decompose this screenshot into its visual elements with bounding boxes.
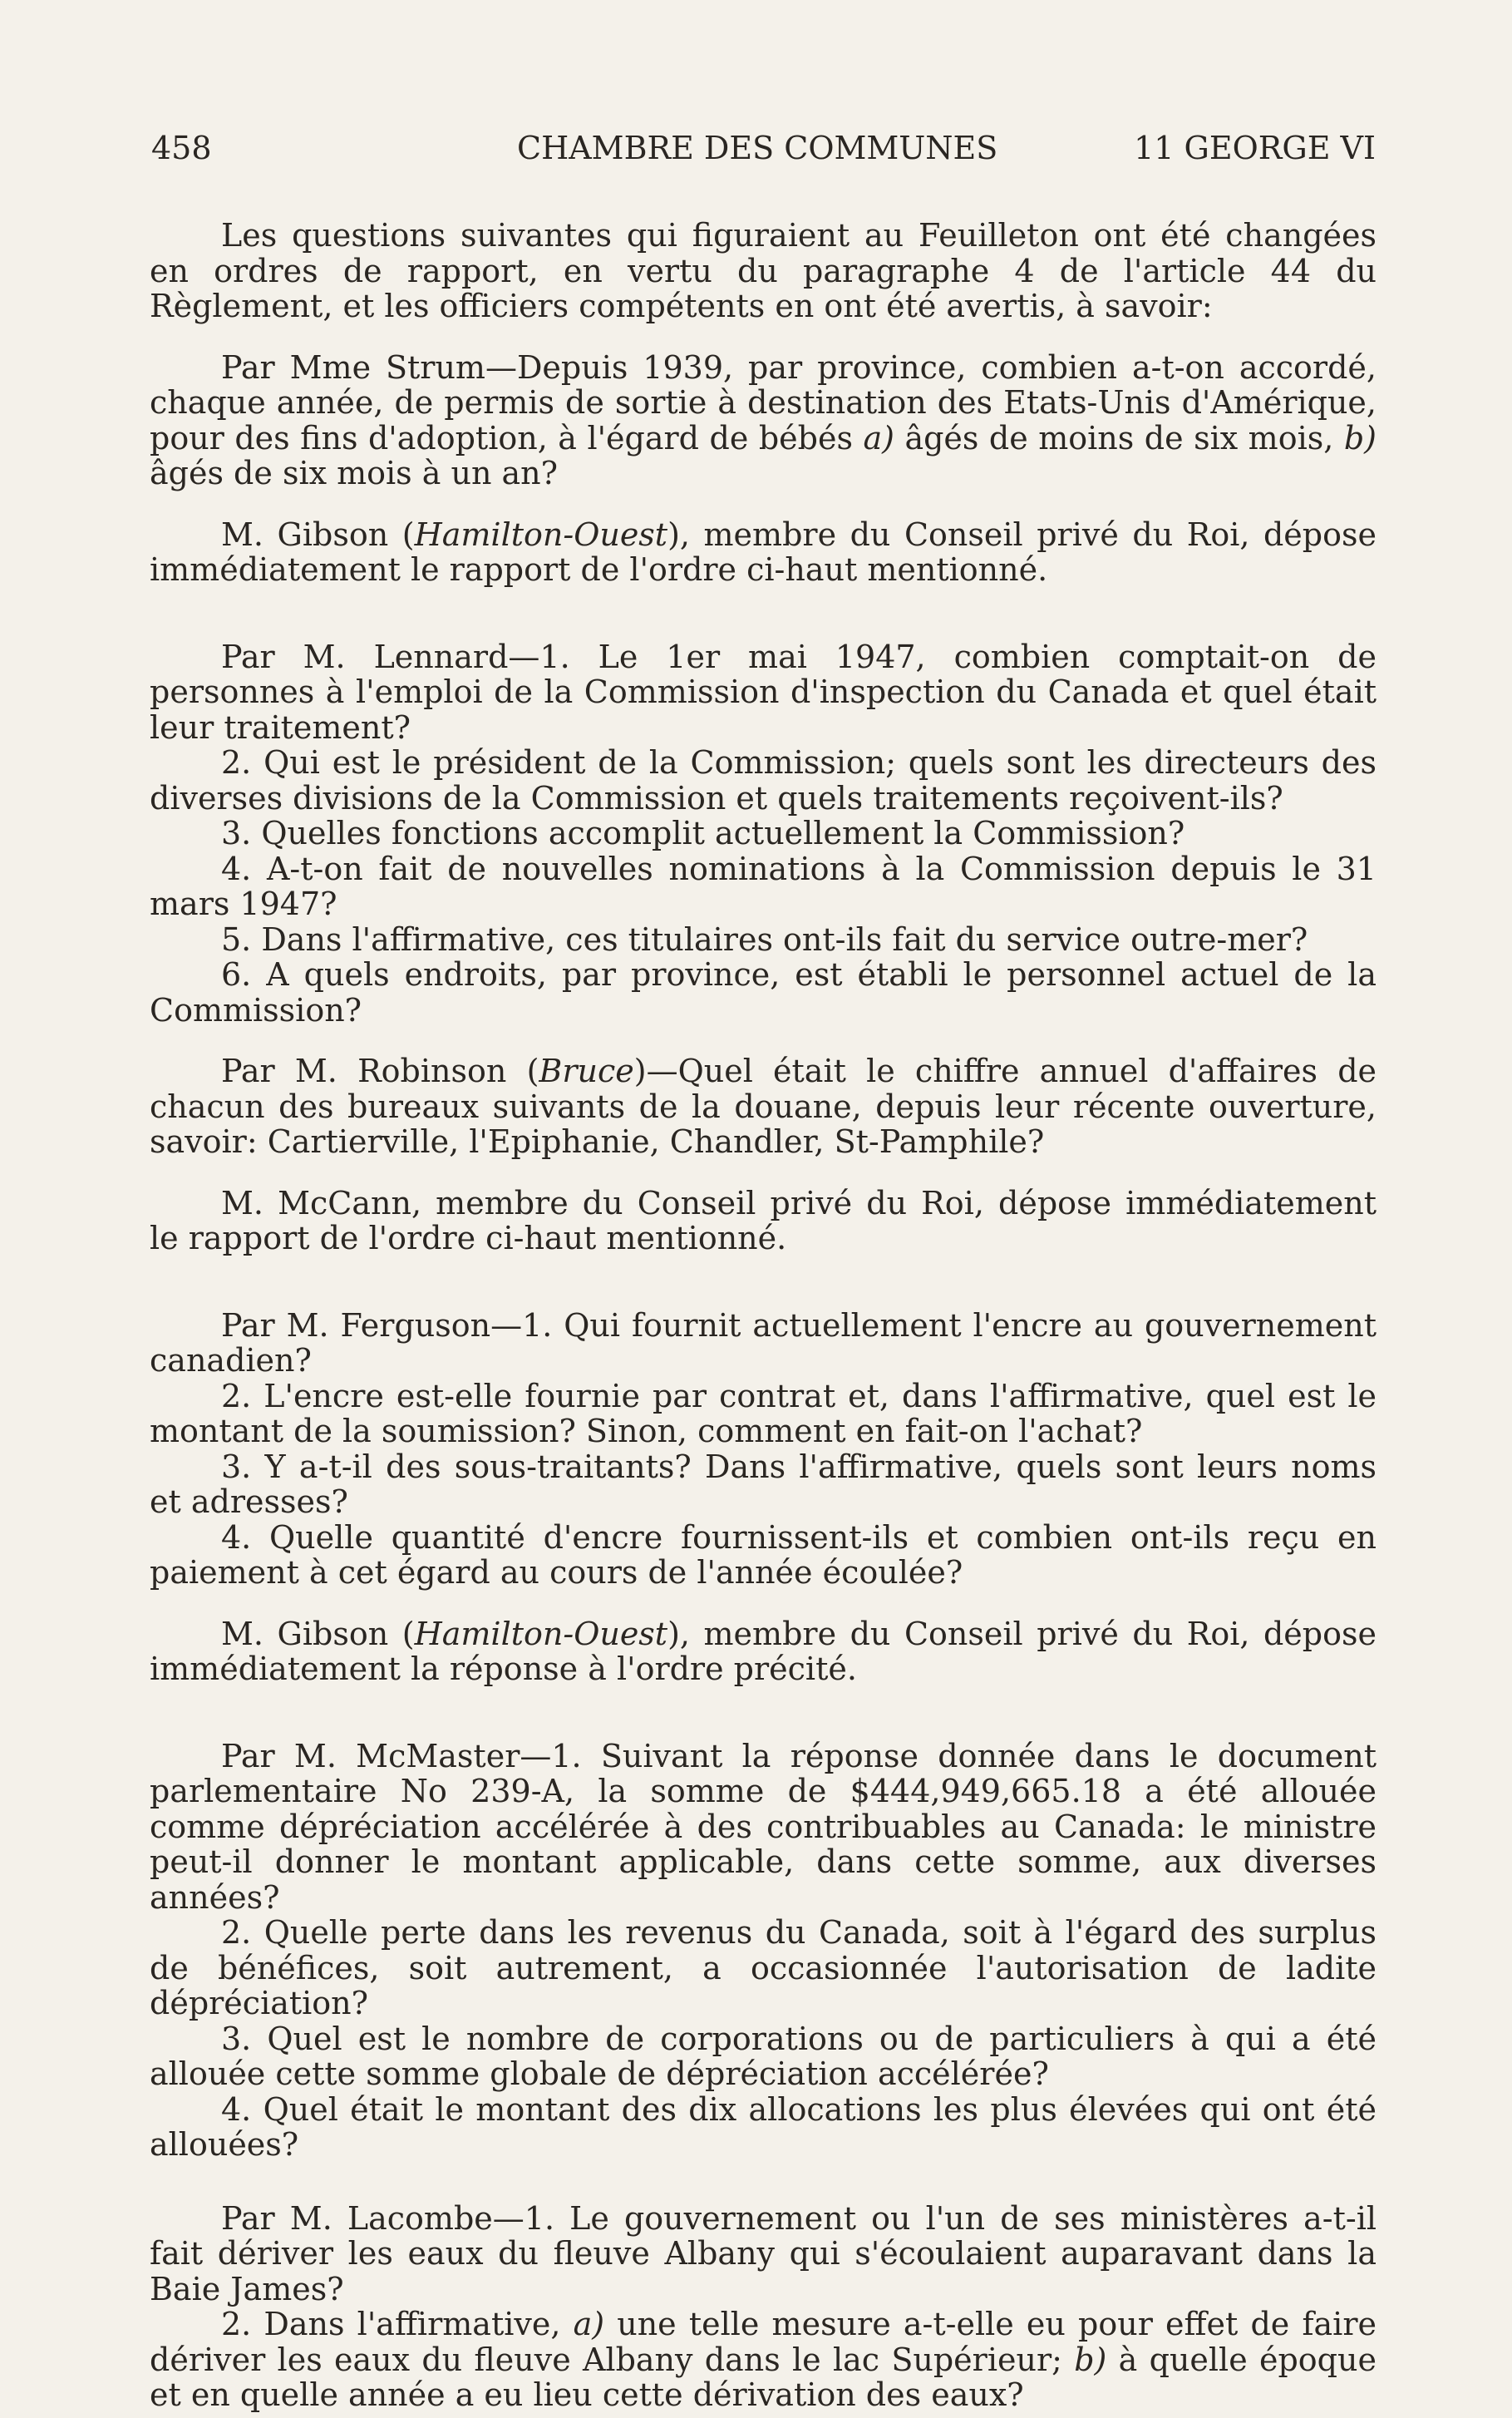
answer-gibson-2-post: ), membre du Conseil privé du Roi, dépose immédiatement la réponse à l'ordre précité.	[150, 1615, 1377, 1687]
session-label: 11 GEORGE VI	[1134, 130, 1376, 166]
answer-gibson-2-pre: M. Gibson (	[221, 1615, 415, 1652]
page-header	[151, 125, 1376, 171]
item-marker-a: a)	[573, 2306, 605, 2342]
answer-gibson-2	[150, 1616, 1377, 1687]
question-lennard-6: 6. A quels endroits, par province, est établi le personnel actuel de la Commission?	[150, 956, 1377, 1029]
question-strum-text: Par Mme Strum—Depuis 1939, par province, combien a-t-on accordé, chaque année, de permis de sortie à destination des Etats-Unis d'Amérique, pour des fins d'adoption, à l'égard de bébés	[150, 348, 1377, 456]
question-mcmaster-4: 4. Quel était le montant des dix allocations les plus élevées qui ont été allouées?	[150, 2090, 1377, 2163]
answer-gibson-1-pre: M. Gibson (	[221, 516, 415, 553]
answer-gibson-1	[150, 517, 1377, 588]
riding-name: Hamilton-Ouest	[414, 516, 668, 553]
question-lacombe-2-end: à quelle époque et en quelle année a eu lieu cette dérivation des eaux?	[150, 2341, 1377, 2413]
question-lennard-5: 5. Dans l'affirmative, ces titulaires ont-ils fait du service outre-mer?	[221, 920, 1308, 958]
page-number: 458	[151, 130, 212, 166]
question-strum	[150, 350, 1377, 491]
question-mcmaster-1: Par M. McMaster—1. Suivant la réponse donnée dans le document parlementaire No 239-A, la somme de $444,949,665.18 a été allouée comme dépréciation accélérée à des contribuables au Canada: le ministre peut-il donner le montant applicable, dans cette somme, aux diverses années?	[150, 1737, 1377, 1916]
question-lennard-1: Par M. Lennard—1. Le 1er mai 1947, combien comptait-on de personnes à l'emploi de la Commission d'inspection du Canada et quel était leur traitement?	[150, 638, 1377, 746]
question-mcmaster-3: 3. Quel est le nombre de corporations ou de particuliers à qui a été allouée cette somme globale de dépréciation accélérée?	[150, 2020, 1377, 2092]
question-lacombe-2	[150, 2307, 1377, 2413]
question-robinson	[150, 1054, 1377, 1160]
running-title: CHAMBRE DES COMMUNES	[517, 130, 998, 166]
question-lennard-3: 3. Quelles fonctions accomplit actuellement la Commission?	[221, 815, 1185, 851]
question-strum-end: âgés de six mois à un an?	[150, 455, 559, 491]
item-marker-a: a)	[863, 419, 894, 456]
question-ferguson-4: 4. Quelle quantité d'encre fournissent-ils et combien ont-ils reçu en paiement à cet égard au cours de l'année écoulée?	[150, 1518, 1377, 1591]
question-robinson-post: )—Quel était le chiffre annuel d'affaires de chacun des bureaux suivants de la douane, depuis leur récente ouverture, savoir: Cartierville, l'Epiphanie, Chandler, St-Pamphile?	[150, 1053, 1377, 1160]
riding-name: Bruce	[539, 1053, 634, 1089]
question-ferguson-2: 2. L'encre est-elle fournie par contrat et, dans l'affirmative, quel est le montant de la soumission? Sinon, comment en fait-on l'achat?	[150, 1377, 1377, 1449]
question-lacombe-2-mid: une telle mesure a-t-elle eu pour effet de faire dériver les eaux du fleuve Albany dans le lac Supérieur;	[150, 2306, 1377, 2378]
answer-gibson-1-post: ), membre du Conseil privé du Roi, dépose immédiatement le rapport de l'ordre ci-haut mentionné.	[150, 516, 1377, 588]
question-ferguson-1: Par M. Ferguson—1. Qui fournit actuellement l'encre au gouvernement canadien?	[150, 1306, 1377, 1379]
question-lacombe-1: Par M. Lacombe—1. Le gouvernement ou l'un de ses ministères a-t-il fait dériver les eaux du fleuve Albany qui s'écoulaient auparavant dans la Baie James?	[150, 2199, 1377, 2307]
question-mcmaster-2: 2. Quelle perte dans les revenus du Canada, soit à l'égard des surplus de bénéfices, soit autrement, a occasionnée l'autorisation de ladite dépréciation?	[150, 1914, 1377, 2021]
page-body	[150, 218, 1377, 2413]
item-marker-b: b)	[1343, 419, 1377, 456]
intro-paragraph: Les questions suivantes qui figuraient au Feuilleton ont été changées en ordres de rapport, en vertu du paragraphe 4 de l'article 44 du Règlement, et les officiers compétents en ont été avertis, à savoir:	[150, 217, 1377, 324]
question-ferguson-3: 3. Y a-t-il des sous-traitants? Dans l'affirmative, quels sont leurs noms et adresses?	[150, 1448, 1377, 1520]
question-strum-mid: âgés de moins de six mois,	[904, 419, 1334, 456]
item-marker-b: b)	[1074, 2341, 1107, 2378]
question-lennard-4: 4. A-t-on fait de nouvelles nominations à la Commission depuis le 31 mars 1947?	[150, 850, 1377, 922]
answer-mccann: M. McCann, membre du Conseil privé du Roi, dépose immédiatement le rapport de l'ordre ci-haut mentionné.	[150, 1184, 1377, 1256]
question-lennard-2: 2. Qui est le président de la Commission; quels sont les directeurs des diverses divisions de la Commission et quels traitements reçoivent-ils?	[150, 744, 1377, 817]
question-lacombe-2-pre: 2. Dans l'affirmative,	[221, 2306, 561, 2342]
riding-name: Hamilton-Ouest	[414, 1615, 668, 1652]
question-robinson-pre: Par M. Robinson (	[221, 1053, 539, 1089]
